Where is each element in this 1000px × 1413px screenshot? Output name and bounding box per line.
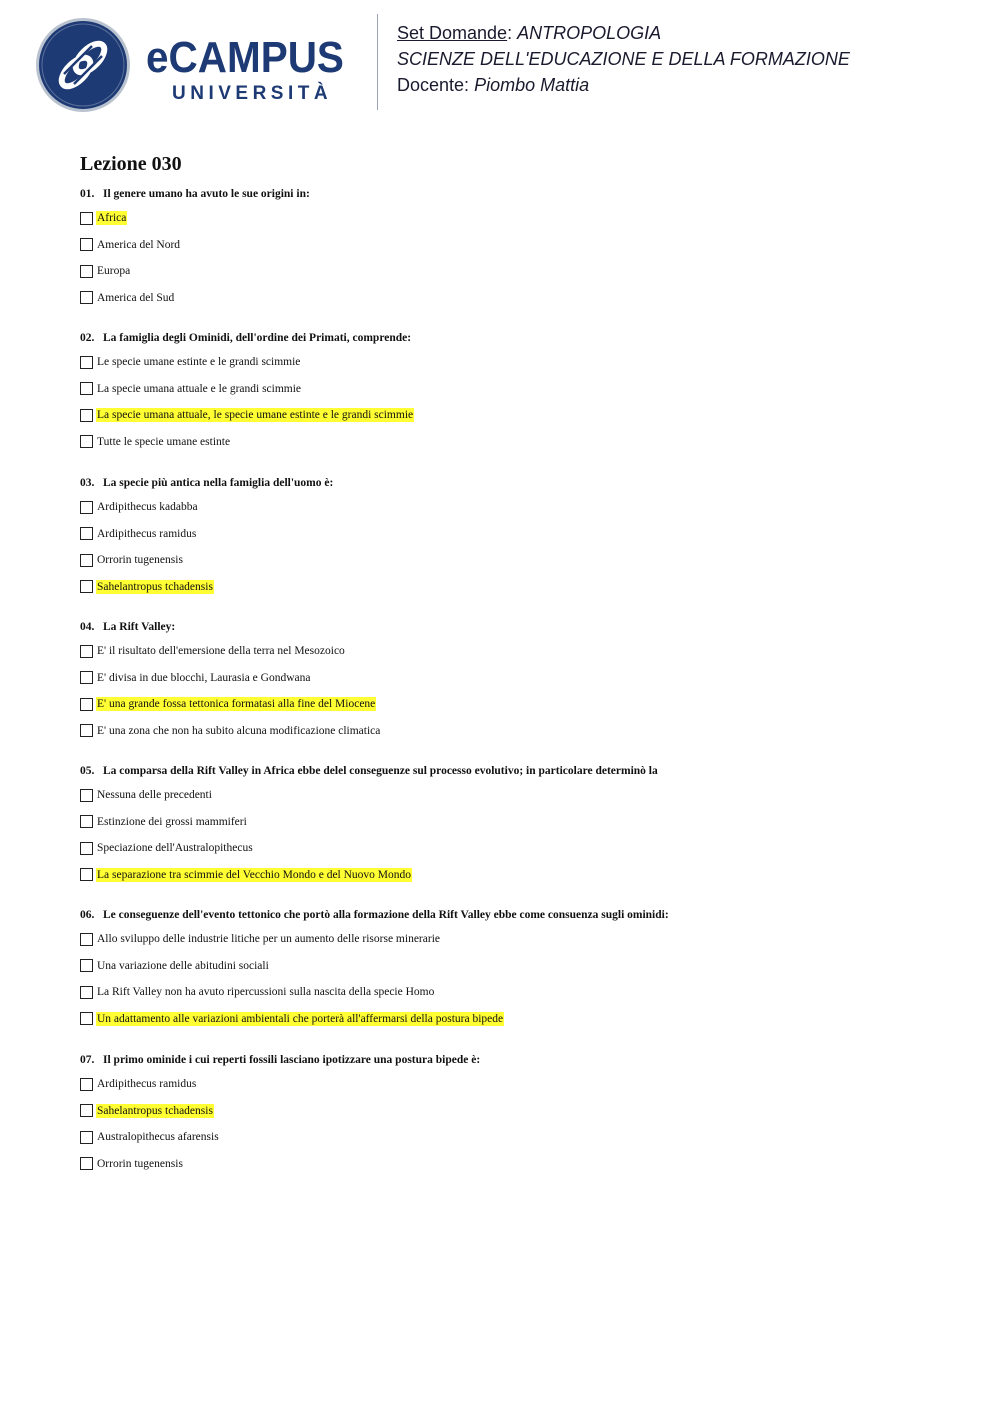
answer-label: Speciazione dell'Australopithecus xyxy=(97,842,253,855)
answer-option-correct[interactable] xyxy=(80,862,658,889)
answer-option[interactable] xyxy=(80,349,414,376)
answer-option[interactable] xyxy=(80,809,658,836)
answer-option[interactable] xyxy=(80,953,669,980)
answer-options xyxy=(80,1071,480,1177)
question-2 xyxy=(80,331,414,455)
answer-checkbox[interactable] xyxy=(80,212,93,225)
question-number: 02. xyxy=(80,332,95,344)
teacher-name: Piombo Mattia xyxy=(474,75,590,95)
answer-label: Sahelantropus tchadensis xyxy=(97,1104,213,1117)
answer-option[interactable] xyxy=(80,1071,480,1098)
answer-label: E' il risultato dell'emersione della terra nel Mesozoico xyxy=(97,645,345,658)
answer-checkbox[interactable] xyxy=(80,554,93,567)
answer-option[interactable] xyxy=(80,835,658,862)
answer-option-correct[interactable] xyxy=(80,574,333,601)
answer-label: America del Sud xyxy=(97,291,175,304)
header-info xyxy=(397,20,850,98)
answer-label: Sahelantropus tchadensis xyxy=(97,580,213,593)
answer-label: Una variazione delle abitudini sociali xyxy=(97,959,269,972)
question-text xyxy=(80,620,381,634)
answer-label: E' una grande fossa tettonica formatasi alla fine del Miocene xyxy=(97,698,376,711)
answer-option[interactable] xyxy=(80,547,333,574)
question-text xyxy=(80,908,669,922)
answer-label: Australopithecus afarensis xyxy=(97,1131,219,1144)
answer-checkbox[interactable] xyxy=(80,815,93,828)
teacher-line xyxy=(397,72,850,98)
answer-label: E' divisa in due blocchi, Laurasia e Gondwana xyxy=(97,671,311,684)
question-number: 06. xyxy=(80,909,95,921)
answer-option-correct[interactable] xyxy=(80,691,381,718)
answer-option[interactable] xyxy=(80,521,333,548)
answer-option[interactable] xyxy=(80,926,669,953)
answer-label: Ardipithecus ramidus xyxy=(97,1078,197,1091)
question-text xyxy=(80,764,658,778)
question-7 xyxy=(80,1053,480,1177)
set-line xyxy=(397,20,850,46)
course-name: ANTROPOLOGIA xyxy=(517,23,662,43)
answer-checkbox[interactable] xyxy=(80,842,93,855)
answer-label: Tutte le specie umane estinte xyxy=(97,435,231,448)
question-prompt: Il primo ominide i cui reperti fossili lasciano ipotizzare una postura bipede è: xyxy=(103,1054,481,1066)
answer-checkbox[interactable] xyxy=(80,933,93,946)
answer-checkbox[interactable] xyxy=(80,698,93,711)
answer-checkbox[interactable] xyxy=(80,238,93,251)
question-3 xyxy=(80,476,333,600)
answer-label: Europa xyxy=(97,265,131,278)
answer-checkbox[interactable] xyxy=(80,1104,93,1117)
answer-option-correct[interactable] xyxy=(80,1006,669,1033)
answer-options xyxy=(80,638,381,744)
question-text xyxy=(80,476,333,490)
answer-option[interactable] xyxy=(80,429,414,456)
answer-label: America del Nord xyxy=(97,238,181,251)
ecampus-logo-wordmark xyxy=(146,33,366,105)
answer-option[interactable] xyxy=(80,494,333,521)
teacher-label: Docente: xyxy=(397,75,470,95)
answer-checkbox[interactable] xyxy=(80,291,93,304)
question-6 xyxy=(80,908,669,1032)
answer-option[interactable] xyxy=(80,1151,480,1178)
answer-options xyxy=(80,494,333,600)
answer-checkbox[interactable] xyxy=(80,959,93,972)
question-text xyxy=(80,1053,480,1067)
answer-checkbox[interactable] xyxy=(80,382,93,395)
answer-option[interactable] xyxy=(80,1124,480,1151)
question-number: 04. xyxy=(80,621,95,633)
answer-checkbox[interactable] xyxy=(80,671,93,684)
answer-checkbox[interactable] xyxy=(80,1078,93,1091)
answer-checkbox[interactable] xyxy=(80,986,93,999)
question-prompt: Il genere umano ha avuto le sue origini in: xyxy=(103,188,310,200)
question-prompt: La specie più antica nella famiglia dell'uomo è: xyxy=(103,477,334,489)
answer-option-correct[interactable] xyxy=(80,1098,480,1125)
answer-option[interactable] xyxy=(80,665,381,692)
answer-checkbox[interactable] xyxy=(80,789,93,802)
answer-checkbox[interactable] xyxy=(80,868,93,881)
answer-label: Africa xyxy=(97,212,127,225)
answer-option[interactable] xyxy=(80,376,414,403)
question-number: 03. xyxy=(80,477,95,489)
answer-checkbox[interactable] xyxy=(80,265,93,278)
answer-checkbox[interactable] xyxy=(80,527,93,540)
question-1 xyxy=(80,187,310,311)
question-prompt: Le conseguenze dell'evento tettonico che portò alla formazione della Rift Valley ebbe come consuenza sugli ominidi: xyxy=(103,909,669,921)
answer-option[interactable] xyxy=(80,258,310,285)
header-divider xyxy=(377,14,378,110)
answer-option[interactable] xyxy=(80,638,381,665)
question-5 xyxy=(80,764,658,888)
question-number: 05. xyxy=(80,765,95,777)
answer-label: Orrorin tugenensis xyxy=(97,554,183,567)
answer-label: Estinzione dei grossi mammiferi xyxy=(97,815,247,828)
answer-label: Le specie umane estinte e le grandi scimmie xyxy=(97,356,301,369)
answer-label: La Rift Valley non ha avuto ripercussioni sulla nascita della specie Homo xyxy=(97,986,435,999)
logo-universita-text: UNIVERSITÀ xyxy=(172,83,333,104)
logo-ecampus-text: eCAMPUS xyxy=(146,33,344,82)
answer-checkbox[interactable] xyxy=(80,1012,93,1025)
question-text xyxy=(80,187,310,201)
answer-option[interactable] xyxy=(80,285,310,312)
answer-options xyxy=(80,926,669,1032)
answer-checkbox[interactable] xyxy=(80,645,93,658)
answer-label: La separazione tra scimmie del Vecchio Mondo e del Nuovo Mondo xyxy=(97,868,412,881)
question-number: 01. xyxy=(80,188,95,200)
question-text xyxy=(80,331,414,345)
answer-label: La specie umana attuale e le grandi scimmie xyxy=(97,382,302,395)
answer-option-correct[interactable] xyxy=(80,205,310,232)
answer-checkbox[interactable] xyxy=(80,501,93,514)
answer-checkbox[interactable] xyxy=(80,435,93,448)
answer-option[interactable] xyxy=(80,718,381,745)
answer-label: Allo sviluppo delle industrie litiche per un aumento delle risorse minerarie xyxy=(97,933,440,946)
answer-option-correct[interactable] xyxy=(80,402,414,429)
answer-label: Un adattamento alle variazioni ambientali che porterà all'affermarsi della postura bipede xyxy=(97,1012,504,1025)
answer-label: Orrorin tugenensis xyxy=(97,1157,183,1170)
answer-option[interactable] xyxy=(80,232,310,259)
lesson-title: Lezione 030 xyxy=(80,153,182,175)
answer-checkbox[interactable] xyxy=(80,409,93,422)
answer-checkbox[interactable] xyxy=(80,580,93,593)
answer-options xyxy=(80,349,414,455)
question-prompt: La famiglia degli Ominidi, dell'ordine dei Primati, comprende: xyxy=(103,332,412,344)
answer-option[interactable] xyxy=(80,979,669,1006)
question-prompt: La Rift Valley: xyxy=(103,621,176,633)
set-label: Set Domande xyxy=(397,23,508,43)
answer-option[interactable] xyxy=(80,782,658,809)
question-prompt: La comparsa della Rift Valley in Africa ebbe delel conseguenze sul processo evolutivo; in particolare determinò la xyxy=(103,765,658,777)
question-4 xyxy=(80,620,381,744)
answer-checkbox[interactable] xyxy=(80,1131,93,1144)
answer-label: E' una zona che non ha subito alcuna modificazione climatica xyxy=(97,724,381,737)
answer-checkbox[interactable] xyxy=(80,1157,93,1170)
answer-label: Ardipithecus kadabba xyxy=(97,501,198,514)
answer-label: La specie umana attuale, le specie umane estinte e le grandi scimmie xyxy=(97,409,414,422)
answer-options xyxy=(80,782,658,888)
answer-checkbox[interactable] xyxy=(80,724,93,737)
set-colon: : xyxy=(507,23,513,43)
degree-name: SCIENZE DELL'EDUCAZIONE E DELLA FORMAZIONE xyxy=(397,49,850,69)
question-number: 07. xyxy=(80,1054,95,1066)
answer-label: Nessuna delle precedenti xyxy=(97,789,212,802)
page-header xyxy=(0,0,1000,130)
answer-options xyxy=(80,205,310,311)
answer-label: Ardipithecus ramidus xyxy=(97,527,197,540)
ecampus-logo-badge xyxy=(34,16,132,114)
answer-checkbox[interactable] xyxy=(80,356,93,369)
